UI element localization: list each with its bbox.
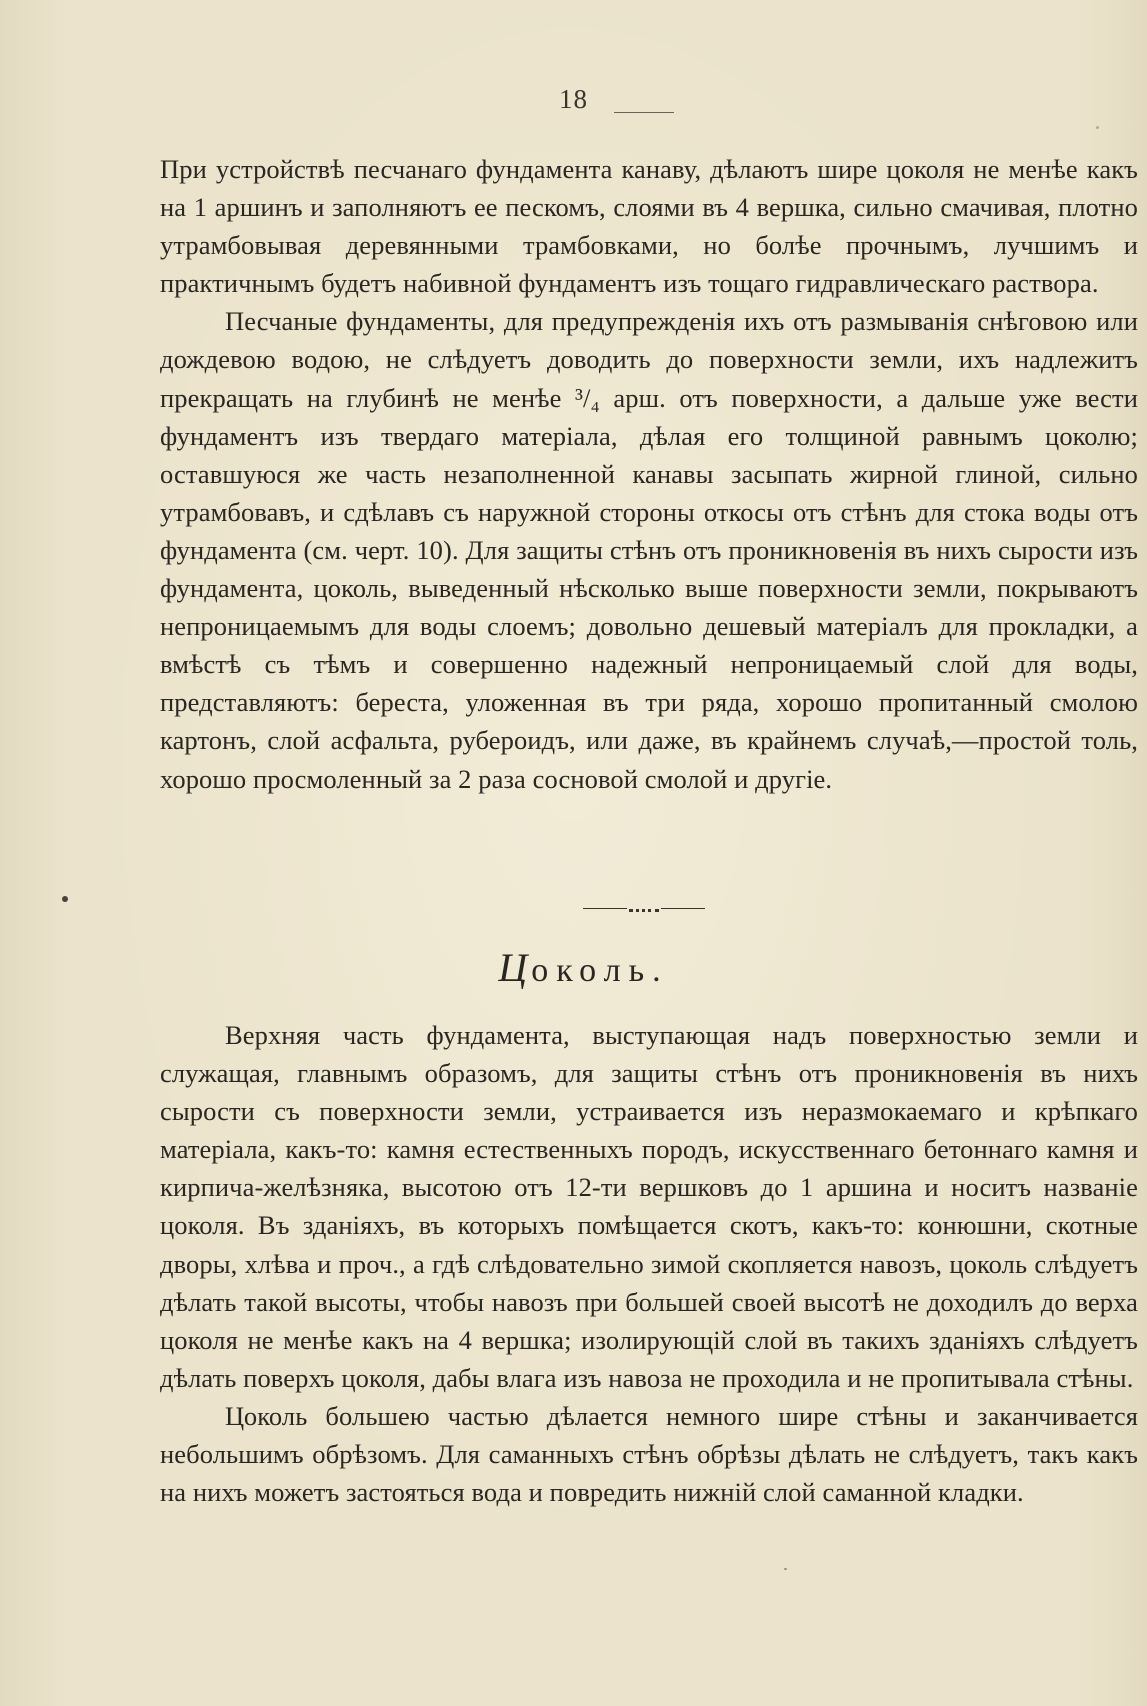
page-number-underline	[614, 112, 674, 113]
paper-speck	[1096, 126, 1099, 129]
section-heading-initial: Ц	[498, 945, 532, 990]
plinth-text-block	[160, 1016, 1138, 1511]
paragraph-plinth-offset: Цоколь большею частью дѣлается немного шире стѣны и заканчивается небольшимъ обрѣзомъ. Для саманныхъ стѣнъ обрѣзы дѣлать не слѣдуетъ, такъ какъ на нихъ можетъ застояться вода и повредить нижній слой саманной кладки.	[160, 1400, 1138, 1508]
paragraph-sand-foundation-protection: Песчаные фундаменты, для предупрежденія ихъ отъ размыванія снѣговою или дождевою водою, не слѣдуетъ доводить до поверхности земли, ихъ надлежитъ прекращать на глубинѣ не менѣе ³/₄ арш. отъ поверхности, а дальше уже вести фундаментъ изъ твердаго матеріала, дѣлая его толщиной равнымъ цоколю; оставшуюся же часть незаполненной канавы засыпать жирной глиной, сильно утрамбовавъ, и сдѣлавъ съ наружной стороны откосы отъ стѣнъ для стока воды отъ фундамента (см. черт. 10). Для защиты стѣнъ отъ проникновенія въ нихъ сырости изъ фундамента, цоколь, выведенный нѣсколько выше поверхности земли, покрываютъ непроницаемымъ для воды слоемъ; довольно дешевый матеріалъ для прокладки, а вмѣстѣ съ тѣмъ и совершенно надежный непроницаемый слой для воды, представляютъ: береста, уложенная въ три ряда, хорошо пропитанный смолою картонъ, слой асфальта, рубероидъ, или даже, въ крайнемъ случаѣ,—простой толь, хорошо просмоленный за 2 раза сосновой смолой и другіе.	[160, 306, 1138, 794]
separator-line-left	[583, 908, 627, 909]
page-number: 18	[559, 84, 588, 114]
section-heading-plinth	[0, 944, 1147, 991]
separator-line-right	[661, 908, 705, 909]
paragraph-sand-foundation-trench: При устройствѣ песчанаго фундамента канаву, дѣлаютъ шире цоколя не менѣе какъ на 1 аршинъ и заполняютъ ее пескомъ, слоями въ 4 вершка, сильно смачивая, плотно утрамбовывая деревянными трамбовками, но болѣе прочнымъ, лучшимъ и практичнымъ будетъ набивной фундаментъ изъ тощаго гидравлическаго раствора.	[160, 154, 1138, 299]
paper-speck	[784, 1568, 787, 1570]
foundation-text-block	[160, 150, 1138, 798]
section-separator	[583, 904, 705, 914]
section-heading-rest: околь.	[531, 952, 669, 989]
separator-dots	[629, 906, 659, 912]
margin-ink-speck	[62, 896, 68, 902]
paragraph-plinth-definition: Верхняя часть фундамента, выступающая надъ поверхностью земли и служащая, главнымъ образомъ, для защиты стѣнъ отъ проникновенія въ нихъ сырости съ поверхности земли, устраивается изъ неразмокаемаго и крѣпкаго матеріала, какъ-то: камня естественныхъ породъ, искусственнаго бетоннаго камня и кирпича-желѣзняка, высотою отъ 12-ти вершковъ до 1 аршина и носитъ названіе цоколя. Въ зданіяхъ, въ которыхъ помѣщается скотъ, какъ-то: конюшни, скотные дворы, хлѣва и проч., а гдѣ слѣдовательно зимой скопляется навозъ, цоколь слѣдуетъ дѣлать такой высоты, чтобы навозъ при большей своей высотѣ не доходилъ до верха цоколя не менѣе какъ на 4 вершка; изолирующій слой въ такихъ зданіяхъ слѣдуетъ дѣлать поверхъ цоколя, дабы влага изъ навоза не проходила и не пропитывала стѣны.	[160, 1020, 1138, 1393]
